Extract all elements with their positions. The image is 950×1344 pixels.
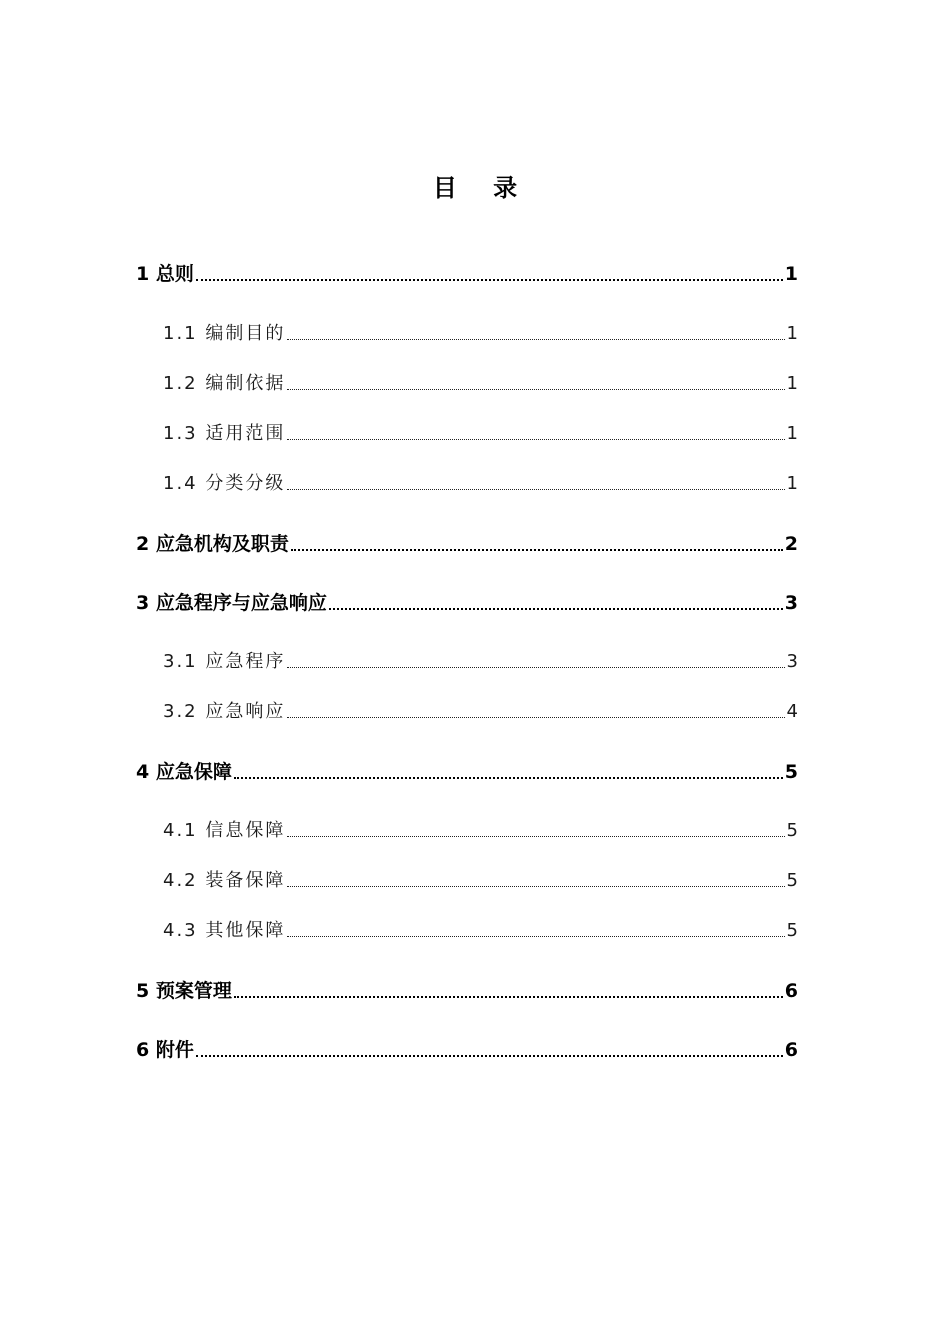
dot-leader — [287, 439, 784, 440]
toc-entry-title: 1.3 适用范围 — [163, 423, 286, 444]
toc-entry-title: 2 应急机构及职责 — [136, 533, 289, 555]
toc-page-number: 4 — [786, 701, 798, 722]
toc-entry-4-3[interactable] — [136, 915, 798, 943]
toc-page-number: 3 — [784, 592, 798, 614]
toc-page-number: 1 — [786, 423, 798, 444]
dot-leader — [287, 886, 784, 887]
toc-entry-title: 5 预案管理 — [136, 980, 232, 1002]
dot-leader — [287, 667, 784, 668]
toc-page-number: 1 — [786, 373, 798, 394]
toc-entry-1[interactable] — [136, 258, 798, 286]
toc-entry-title: 3 应急程序与应急响应 — [136, 592, 327, 614]
toc-page-number: 1 — [784, 263, 798, 285]
toc-entry-5[interactable] — [136, 975, 798, 1003]
toc-entry-6[interactable] — [136, 1034, 798, 1062]
toc-page-number: 5 — [786, 820, 798, 841]
dot-leader — [287, 836, 784, 837]
toc-entry-4-2[interactable] — [136, 865, 798, 893]
toc-entry-title: 3.1 应急程序 — [163, 651, 286, 672]
toc-entry-title: 1 总则 — [136, 263, 194, 285]
toc-page-number: 5 — [786, 870, 798, 891]
toc-entry-1-2[interactable] — [136, 368, 798, 396]
toc-entry-title: 4.1 信息保障 — [163, 820, 286, 841]
toc-entry-4-1[interactable] — [136, 815, 798, 843]
toc-entry-title: 4.3 其他保障 — [163, 920, 286, 941]
toc-entry-title: 4 应急保障 — [136, 761, 232, 783]
dot-leader — [234, 777, 783, 779]
dot-leader — [287, 389, 784, 390]
toc-entry-title: 1.4 分类分级 — [163, 473, 286, 494]
dot-leader — [287, 717, 784, 718]
page-title: 目 录 — [432, 174, 532, 202]
toc-entry-3-2[interactable] — [136, 696, 798, 724]
toc-entry-3[interactable] — [136, 587, 798, 615]
toc-entry-4[interactable] — [136, 756, 798, 784]
toc-page-number: 6 — [784, 980, 798, 1002]
toc-entry-1-4[interactable] — [136, 468, 798, 496]
dot-leader — [287, 489, 784, 490]
toc-entry-1-3[interactable] — [136, 418, 798, 446]
toc-entry-title: 3.2 应急响应 — [163, 701, 286, 722]
toc-page-number: 5 — [786, 920, 798, 941]
toc-entry-title: 4.2 装备保障 — [163, 870, 286, 891]
toc-page-number: 1 — [786, 323, 798, 344]
toc-page-number: 2 — [784, 533, 798, 555]
dot-leader — [329, 608, 783, 610]
toc-entry-2[interactable] — [136, 528, 798, 556]
toc-entry-title: 1.1 编制目的 — [163, 323, 286, 344]
dot-leader — [196, 1055, 783, 1057]
toc-entry-1-1[interactable] — [136, 318, 798, 346]
toc-entry-title: 1.2 编制依据 — [163, 373, 286, 394]
toc-entry-title: 6 附件 — [136, 1039, 194, 1061]
toc-page-number: 3 — [786, 651, 798, 672]
toc-page-number: 1 — [786, 473, 798, 494]
dot-leader — [287, 936, 784, 937]
toc-page-number: 5 — [784, 761, 798, 783]
dot-leader — [234, 996, 783, 998]
dot-leader — [196, 279, 783, 281]
dot-leader — [291, 549, 783, 551]
dot-leader — [287, 339, 784, 340]
toc-entry-3-1[interactable] — [136, 646, 798, 674]
toc-page-number: 6 — [784, 1039, 798, 1061]
